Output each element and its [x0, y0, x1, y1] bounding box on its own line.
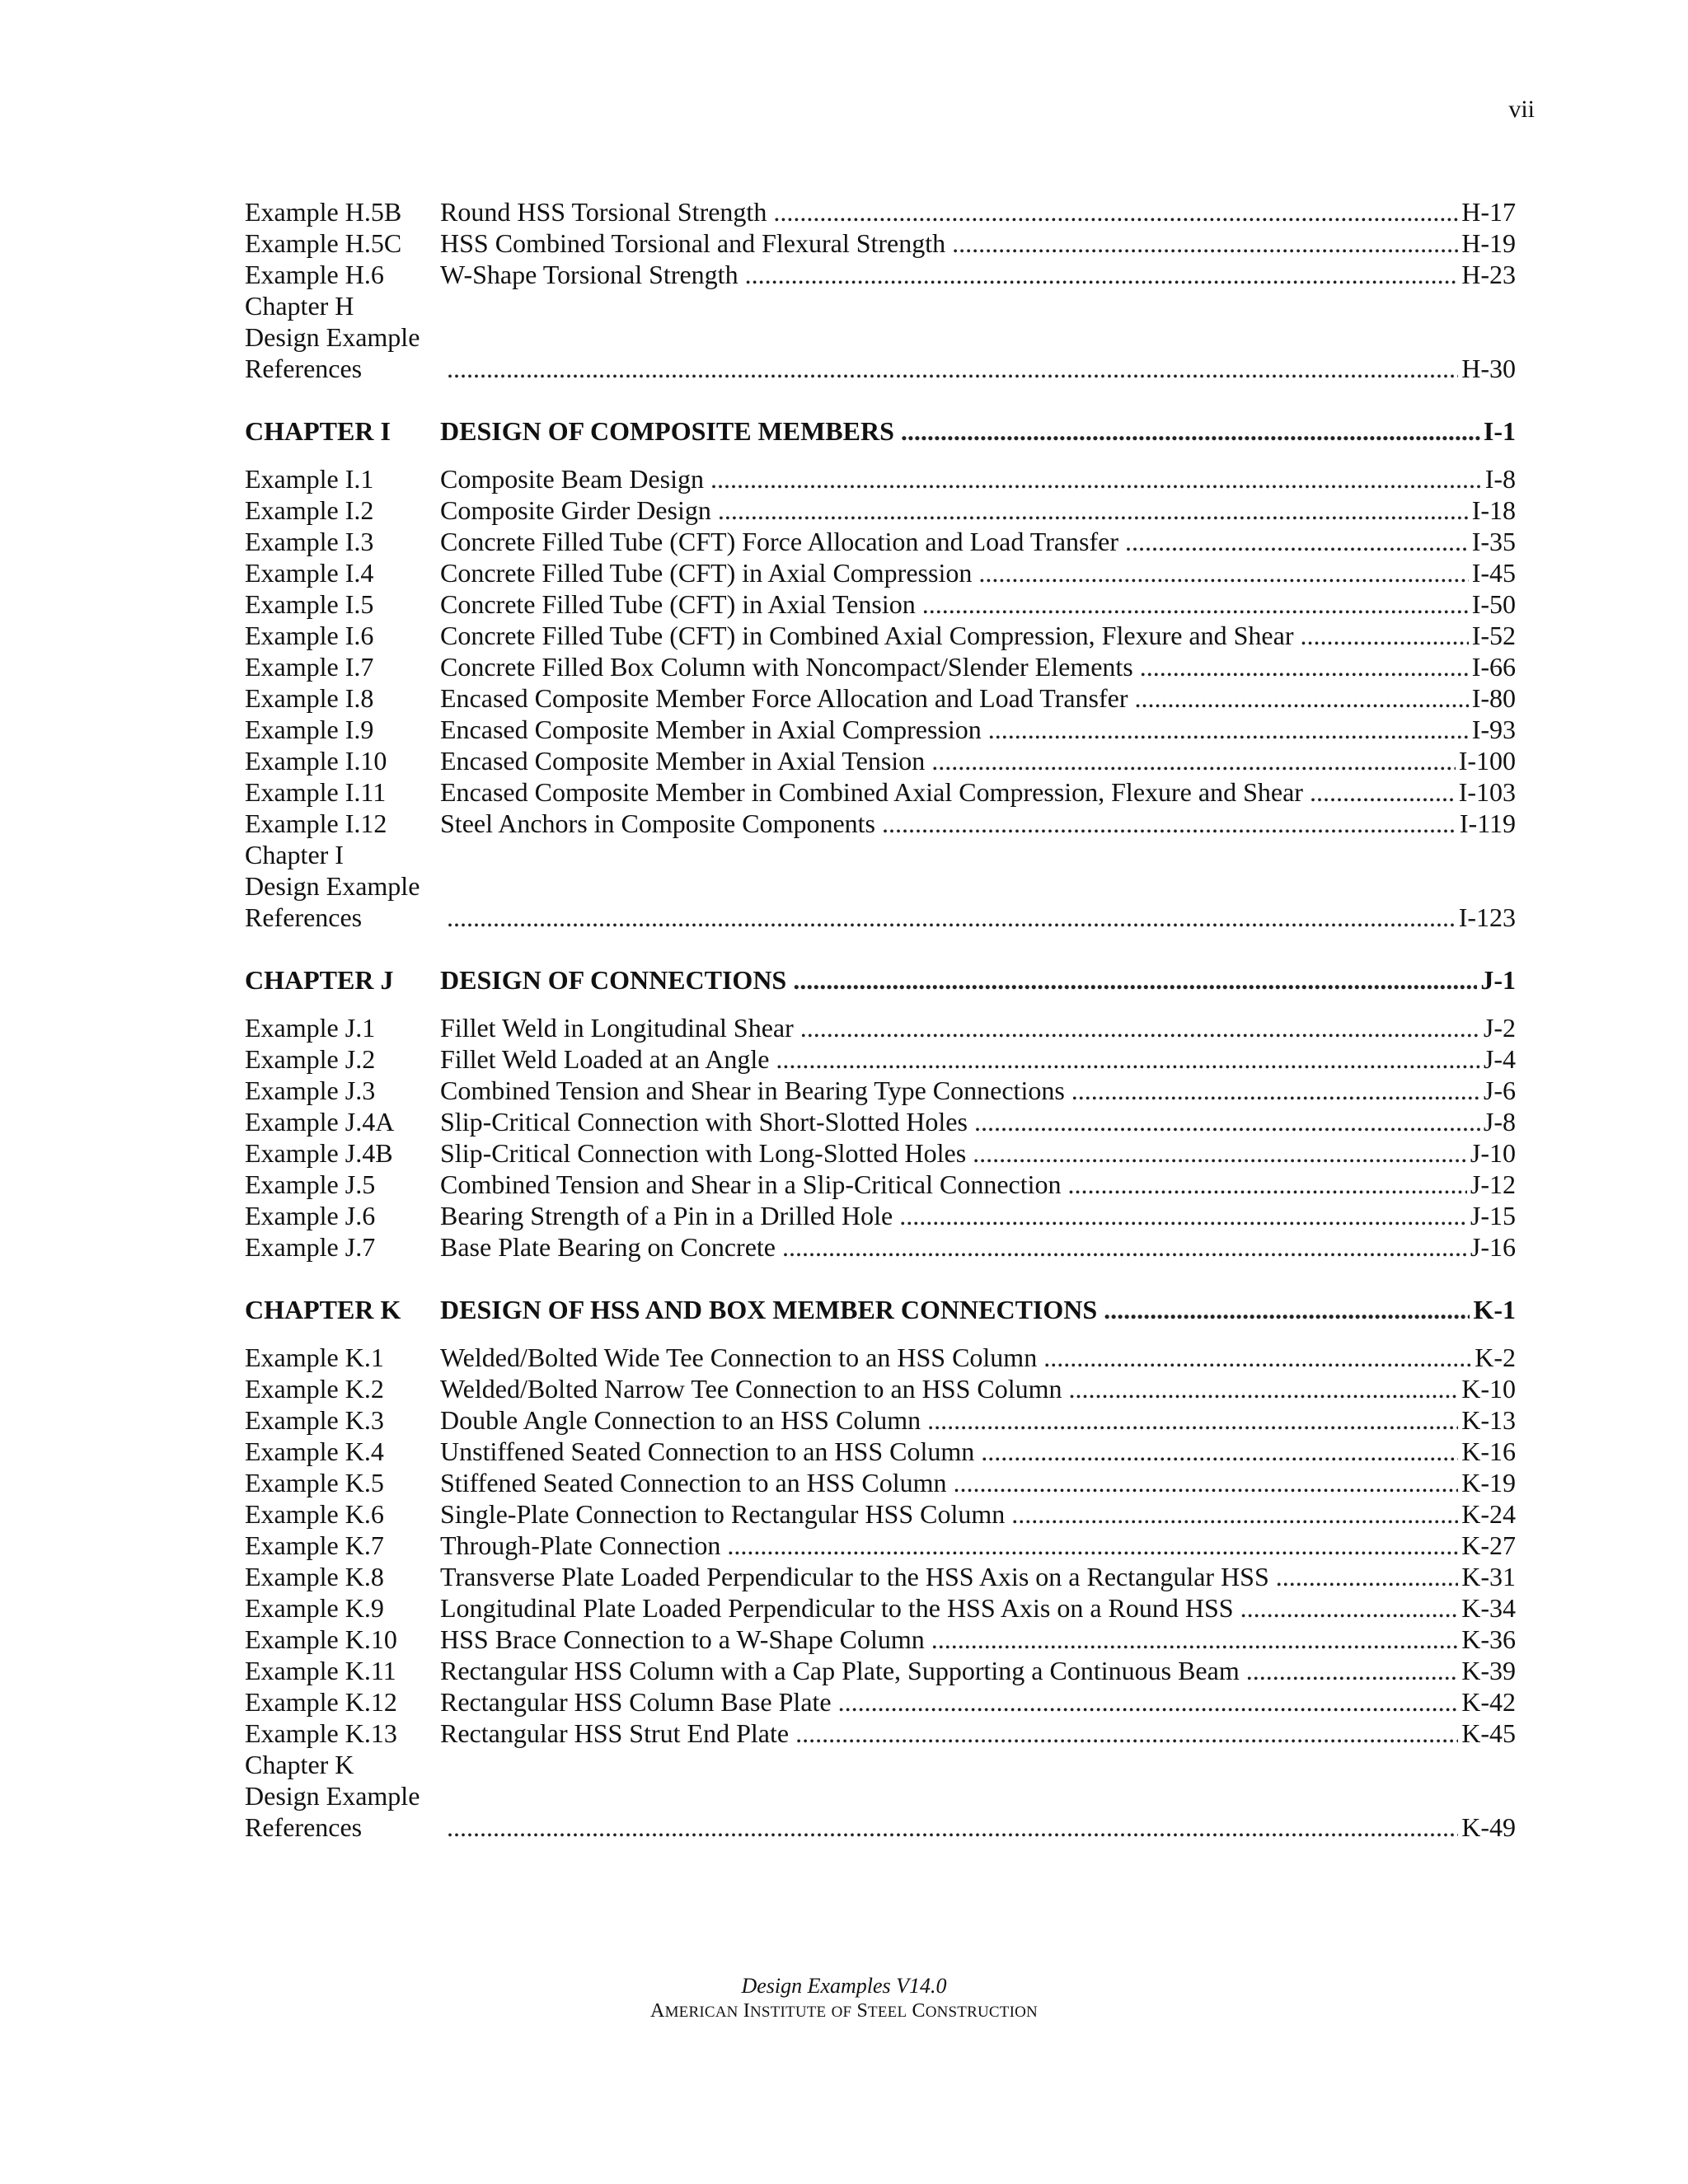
dot-leader	[776, 1043, 1479, 1075]
toc-entry[interactable]	[245, 1686, 1516, 1718]
entry-label: Example I.2	[245, 495, 374, 525]
entry-page: I-123	[1458, 902, 1516, 932]
entry-title: Encased Composite Member in Axial Tension	[440, 746, 926, 776]
references-label-1: Chapter H	[245, 291, 354, 321]
entry-page: H-19	[1461, 228, 1516, 258]
chapter-heading-i[interactable]	[245, 415, 1516, 447]
dot-leader	[782, 1231, 1467, 1263]
dot-leader	[1276, 1561, 1458, 1592]
dot-leader	[800, 1012, 1480, 1043]
dot-leader	[973, 1137, 1467, 1169]
entry-label: Example I.1	[245, 464, 374, 494]
dot-leader	[447, 902, 1456, 933]
toc-entry[interactable]	[245, 745, 1516, 776]
footer-edition: Design Examples V14.0	[741, 1974, 947, 1998]
entry-label: Example H.6	[245, 260, 384, 289]
entry-title: Slip-Critical Connection with Short-Slotted Holes	[440, 1107, 968, 1137]
entry-page: K-42	[1461, 1687, 1516, 1717]
chapter-page: K-1	[1473, 1295, 1516, 1324]
dot-leader	[978, 557, 1468, 588]
entry-page: K-19	[1461, 1468, 1516, 1497]
entry-page: J-2	[1483, 1013, 1516, 1043]
entry-page: K-10	[1461, 1374, 1516, 1404]
entry-label: Example I.4	[245, 558, 374, 588]
entry-title: HSS Brace Connection to a W-Shape Column	[440, 1624, 925, 1654]
dot-leader	[1246, 1655, 1459, 1686]
dot-leader	[727, 1530, 1458, 1561]
toc-entry[interactable]	[245, 526, 1516, 557]
toc-entry[interactable]	[245, 1373, 1516, 1404]
org-word: AMERICAN	[650, 2000, 738, 2022]
entry-page: I-119	[1459, 808, 1516, 838]
dot-leader	[931, 745, 1456, 776]
entry-title: Encased Composite Member Force Allocation and Load Transfer	[440, 683, 1128, 713]
entry-title: Fillet Weld in Longitudinal Shear	[440, 1013, 794, 1043]
entry-label: Example I.3	[245, 527, 374, 556]
entry-label: Example K.9	[245, 1593, 384, 1623]
references-entry[interactable]	[245, 902, 1516, 933]
toc-entry[interactable]	[245, 1561, 1516, 1592]
toc-entry[interactable]	[245, 682, 1516, 714]
dot-leader	[1125, 526, 1469, 557]
entry-page: K-49	[1461, 1812, 1516, 1842]
entry-title: Unstiffened Seated Connection to an HSS Column	[440, 1436, 975, 1466]
entry-title: Welded/Bolted Narrow Tee Connection to an HSS Column	[440, 1374, 1062, 1404]
entry-page: J-4	[1483, 1044, 1516, 1074]
entry-title: HSS Combined Torsional and Flexural Strength	[440, 228, 946, 258]
toc-entry[interactable]	[245, 1655, 1516, 1686]
entry-page: I-50	[1471, 589, 1516, 619]
dot-leader	[710, 463, 1482, 494]
entry-page: I-66	[1471, 652, 1516, 682]
org-word: OF	[831, 2004, 852, 2021]
entry-label: Example H.5B	[245, 197, 402, 227]
references-label-2: Design Example	[245, 871, 420, 901]
entry-label: Example I.9	[245, 715, 374, 744]
entry-title: Encased Composite Member in Axial Compression	[440, 715, 982, 744]
entry-label: Example K.13	[245, 1718, 397, 1748]
entry-title: Base Plate Bearing on Concrete	[440, 1232, 776, 1262]
entry-page: K-16	[1461, 1436, 1516, 1466]
entry-label: Example I.6	[245, 621, 374, 650]
dot-leader	[981, 1436, 1458, 1467]
chapter-heading-k[interactable]	[245, 1294, 1516, 1325]
entry-label: Example K.4	[245, 1436, 384, 1466]
entry-title: Single-Plate Connection to Rectangular HSS Column	[440, 1499, 1006, 1529]
entry-page: J-12	[1470, 1169, 1516, 1199]
references-line-1	[245, 1749, 1516, 1780]
entry-label: Example K.11	[245, 1656, 396, 1685]
dot-leader	[1240, 1592, 1459, 1624]
entry-label: Example J.5	[245, 1169, 376, 1199]
entry-title: Rectangular HSS Strut End Plate	[440, 1718, 790, 1748]
chapter-title: DESIGN OF HSS AND BOX MEMBER CONNECTIONS	[440, 1295, 1098, 1324]
entry-page: J-16	[1470, 1232, 1516, 1262]
entry-title: Concrete Filled Tube (CFT) in Combined Axial Compression, Flexure and Shear	[440, 621, 1294, 650]
chapter-page: I-1	[1483, 416, 1516, 446]
references-line-2	[245, 1780, 1516, 1811]
references-line-1	[245, 839, 1516, 870]
chapter-label: CHAPTER K	[245, 1295, 401, 1324]
entry-title: Composite Beam Design	[440, 464, 704, 494]
entry-title: W-Shape Torsional Strength	[440, 260, 738, 289]
org-word: STEEL	[856, 2000, 907, 2022]
toc-entry[interactable]	[245, 1200, 1516, 1231]
chapter-label: CHAPTER I	[245, 416, 391, 446]
entry-page: I-100	[1458, 746, 1516, 776]
toc-entry[interactable]	[245, 620, 1516, 651]
entry-label: Example I.5	[245, 589, 374, 619]
chapter-heading-j[interactable]	[245, 964, 1516, 996]
toc-entry[interactable]	[245, 1530, 1516, 1561]
toc-entry[interactable]	[245, 1404, 1516, 1436]
toc-entry[interactable]	[245, 1592, 1516, 1624]
toc-entry[interactable]	[245, 1342, 1516, 1373]
entry-page: K-36	[1461, 1624, 1516, 1654]
entry-title: Concrete Filled Tube (CFT) in Axial Compression	[440, 558, 973, 588]
dot-leader	[745, 259, 1459, 290]
toc-entry[interactable]	[245, 776, 1516, 808]
toc-entry[interactable]	[245, 259, 1516, 290]
entry-page: I-35	[1471, 527, 1516, 556]
entry-label: Example I.7	[245, 652, 374, 682]
entry-page: I-18	[1471, 495, 1516, 525]
entry-label: Example J.2	[245, 1044, 376, 1074]
toc-entry[interactable]	[245, 196, 1516, 227]
references-label-1: Chapter I	[245, 840, 344, 869]
entry-label: Example J.4A	[245, 1107, 395, 1137]
entry-label: Example I.11	[245, 777, 387, 807]
page-number: vii	[1508, 96, 1535, 123]
entry-label: Example K.10	[245, 1624, 397, 1654]
references-line-2	[245, 321, 1516, 353]
entry-page: H-23	[1461, 260, 1516, 289]
entry-title: Concrete Filled Tube (CFT) Force Allocation and Load Transfer	[440, 527, 1119, 556]
entry-title: Bearing Strength of a Pin in a Drilled Hole	[440, 1201, 893, 1230]
entry-page: I-103	[1458, 777, 1516, 807]
entry-page: K-24	[1461, 1499, 1516, 1529]
references-entry[interactable]	[245, 353, 1516, 384]
dot-leader	[1043, 1342, 1471, 1373]
entry-page: K-39	[1461, 1656, 1516, 1685]
dot-leader	[1068, 1169, 1467, 1200]
entry-title: Steel Anchors in Composite Components	[440, 808, 875, 838]
dot-leader	[1104, 1294, 1470, 1325]
entry-label: Example K.3	[245, 1405, 384, 1435]
entry-title: Welded/Bolted Wide Tee Connection to an HSS Column	[440, 1343, 1038, 1372]
entry-label: Example J.6	[245, 1201, 376, 1230]
toc-entry[interactable]	[245, 1012, 1516, 1043]
dot-leader	[1310, 776, 1456, 808]
entry-title: Concrete Filled Box Column with Noncompact/Slender Elements	[440, 652, 1133, 682]
entry-title: Slip-Critical Connection with Long-Slotted Holes	[440, 1138, 967, 1168]
toc-entry[interactable]	[245, 463, 1516, 494]
entry-page: K-31	[1461, 1562, 1516, 1591]
page-footer	[0, 1974, 1688, 2025]
references-line-1	[245, 290, 1516, 321]
dot-leader	[1300, 620, 1468, 651]
dot-leader	[901, 415, 1480, 447]
references-label-2: Design Example	[245, 322, 420, 352]
dot-leader	[927, 1404, 1458, 1436]
dot-leader	[952, 227, 1458, 259]
entry-label: Example K.1	[245, 1343, 384, 1372]
references-label-3: References	[245, 1812, 363, 1842]
entry-label: Example K.5	[245, 1468, 384, 1497]
toc-entry[interactable]	[245, 1718, 1516, 1749]
toc-entry[interactable]	[245, 494, 1516, 526]
entry-label: Example K.6	[245, 1499, 384, 1529]
toc-entry[interactable]	[245, 1467, 1516, 1498]
entry-title: Round HSS Torsional Strength	[440, 197, 767, 227]
references-label-2: Design Example	[245, 1781, 420, 1811]
entry-title: Rectangular HSS Column with a Cap Plate, Supporting a Continuous Beam	[440, 1656, 1240, 1685]
entry-page: K-34	[1461, 1593, 1516, 1623]
dot-leader	[931, 1624, 1458, 1655]
entry-page: I-8	[1484, 464, 1516, 494]
toc-entry[interactable]	[245, 1137, 1516, 1169]
entry-title: Stiffened Seated Connection to an HSS Column	[440, 1468, 947, 1497]
entry-title: Longitudinal Plate Loaded Perpendicular to the HSS Axis on a Round HSS	[440, 1593, 1234, 1623]
entry-label: Example H.5C	[245, 228, 402, 258]
entry-title: Double Angle Connection to an HSS Column	[440, 1405, 921, 1435]
entry-page: J-6	[1483, 1076, 1516, 1105]
org-word: CONSTRUCTION	[912, 2000, 1038, 2022]
entry-title: Transverse Plate Loaded Perpendicular to the HSS Axis on a Rectangular HSS	[440, 1562, 1269, 1591]
dot-leader	[922, 588, 1469, 620]
entry-page: H-17	[1461, 197, 1516, 227]
chapter-i-entries	[245, 463, 1516, 933]
entry-label: Example K.2	[245, 1374, 384, 1404]
entry-label: Example J.3	[245, 1076, 376, 1105]
references-label-1: Chapter K	[245, 1750, 354, 1779]
dot-leader	[1134, 682, 1468, 714]
dot-leader	[1068, 1373, 1458, 1404]
toc-entry[interactable]	[245, 1436, 1516, 1467]
dot-leader	[1011, 1498, 1458, 1530]
chapter-title: DESIGN OF CONNECTIONS	[440, 965, 787, 995]
entry-title: Fillet Weld Loaded at an Angle	[440, 1044, 770, 1074]
dot-leader	[974, 1106, 1480, 1137]
toc-entry[interactable]	[245, 557, 1516, 588]
toc-entry[interactable]	[245, 1043, 1516, 1075]
entry-page: I-93	[1471, 715, 1516, 744]
toc-entry[interactable]	[245, 1231, 1516, 1263]
entry-label: Example K.8	[245, 1562, 384, 1591]
dot-leader	[447, 353, 1458, 384]
toc-entry[interactable]	[245, 714, 1516, 745]
entry-label: Example I.12	[245, 808, 387, 838]
references-line-2	[245, 870, 1516, 902]
toc-entry[interactable]	[245, 1106, 1516, 1137]
entry-page: I-52	[1471, 621, 1516, 650]
entry-page: J-10	[1470, 1138, 1516, 1168]
entry-title: Rectangular HSS Column Base Plate	[440, 1687, 832, 1717]
entry-title: Encased Composite Member in Combined Axial Compression, Flexure and Shear	[440, 777, 1303, 807]
dot-leader	[1071, 1075, 1480, 1106]
references-label-3: References	[245, 354, 363, 383]
entry-page: J-8	[1483, 1107, 1516, 1137]
dot-leader	[1140, 651, 1469, 682]
toc-entry[interactable]	[245, 1498, 1516, 1530]
dot-leader	[882, 808, 1456, 839]
references-entry[interactable]	[245, 1811, 1516, 1843]
toc-entry[interactable]	[245, 1624, 1516, 1655]
toc-entry[interactable]	[245, 1075, 1516, 1106]
entry-page: K-2	[1475, 1343, 1516, 1372]
chapter-h-entries	[245, 196, 1516, 384]
entry-title: Composite Girder Design	[440, 495, 711, 525]
entry-label: Example K.12	[245, 1687, 397, 1717]
references-label-3: References	[245, 902, 363, 932]
chapter-page: J-1	[1480, 965, 1516, 995]
entry-title: Combined Tension and Shear in a Slip-Critical Connection	[440, 1169, 1062, 1199]
toc-entry[interactable]	[245, 651, 1516, 682]
entry-page: K-45	[1461, 1718, 1516, 1748]
entry-label: Example J.1	[245, 1013, 376, 1043]
entry-label: Example I.10	[245, 746, 387, 776]
dot-leader	[988, 714, 1469, 745]
entry-title: Combined Tension and Shear in Bearing Type Connections	[440, 1076, 1065, 1105]
entry-label: Example K.7	[245, 1530, 384, 1560]
dot-leader	[793, 964, 1477, 996]
entry-page: I-45	[1471, 558, 1516, 588]
table-of-contents	[245, 196, 1516, 1843]
dot-leader	[953, 1467, 1458, 1498]
entry-label: Example I.8	[245, 683, 374, 713]
toc-entry[interactable]	[245, 588, 1516, 620]
entry-label: Example J.4B	[245, 1138, 393, 1168]
entry-title: Concrete Filled Tube (CFT) in Axial Tension	[440, 589, 916, 619]
toc-entry[interactable]	[245, 808, 1516, 839]
chapter-title: DESIGN OF COMPOSITE MEMBERS	[440, 416, 894, 446]
toc-entry[interactable]	[245, 1169, 1516, 1200]
entry-label: Example J.7	[245, 1232, 376, 1262]
entry-page: H-30	[1461, 354, 1516, 383]
dot-leader	[795, 1718, 1458, 1749]
toc-entry[interactable]	[245, 227, 1516, 259]
chapter-j-entries	[245, 1012, 1516, 1263]
entry-page: K-13	[1461, 1405, 1516, 1435]
dot-leader	[447, 1811, 1458, 1843]
entry-page: J-15	[1470, 1201, 1516, 1230]
entry-page: I-80	[1471, 683, 1516, 713]
dot-leader	[773, 196, 1458, 227]
chapter-label: CHAPTER J	[245, 965, 394, 995]
entry-title: Through-Plate Connection	[440, 1530, 721, 1560]
entry-page: K-27	[1461, 1530, 1516, 1560]
footer-organization	[0, 1999, 1688, 2025]
chapter-k-entries	[245, 1342, 1516, 1843]
org-word: INSTITUTE	[743, 2000, 827, 2022]
dot-leader	[899, 1200, 1467, 1231]
dot-leader	[718, 494, 1469, 526]
dot-leader	[838, 1686, 1459, 1718]
